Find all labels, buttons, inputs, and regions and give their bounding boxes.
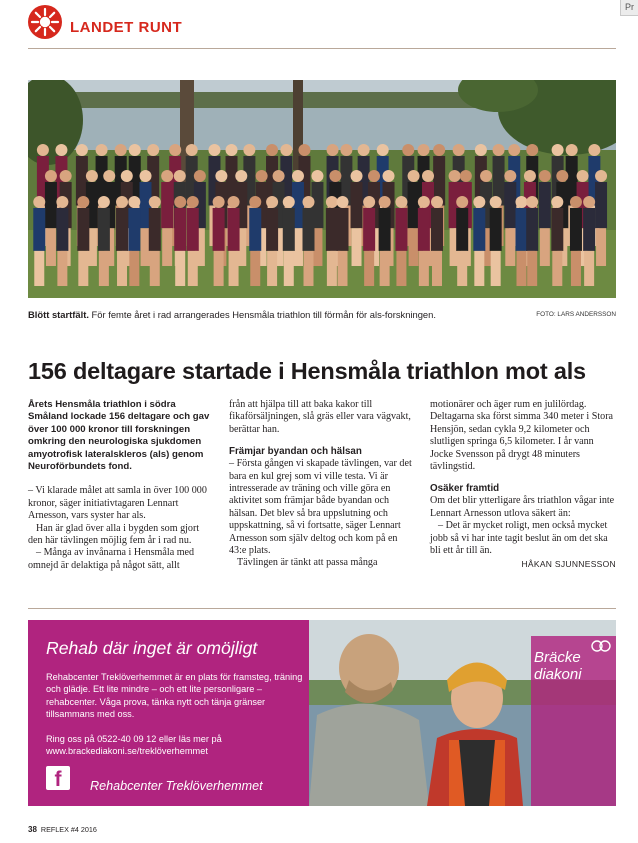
- paragraph: – Vi klarade målet att samla in över 100 000 kronor, säger initiativtagaren Lennart Arnesson, vars syster har als.: [28, 485, 207, 522]
- bracke-diakoni-logo: [534, 649, 614, 683]
- paragraph: Han är glad över alla i bygden som gjort den här tävlingen möjlig fem år i rad nu.: [28, 522, 200, 547]
- article-column-3: [430, 399, 616, 571]
- paragraph: – Många av invånarna i Hensmåla med omnejd är delaktiga på något sätt, allt: [28, 547, 195, 571]
- article-headline: 156 deltagare startade i Hensmåla triathlon mot als: [28, 358, 586, 384]
- ad-website-link[interactable]: www.brackediakoni.se/treklöverhemmet: [46, 746, 208, 757]
- paragraph: motionärer och äger rum en julilördag. Deltagarna ska först simma 340 meter i Stora Hensjön, sedan cykla 9,2 kilometer och slutligen springa 6,5 kilometer. I år vann Jocke Svensson på drygt 48 minuters tävlingstid.: [430, 399, 614, 473]
- photo-caption: [28, 309, 498, 320]
- brand-line-1: Bräcke: [534, 649, 581, 666]
- bottom-divider: [28, 608, 616, 609]
- facebook-icon[interactable]: f: [46, 766, 70, 790]
- caption-bold-lead: Blött startfält.: [28, 309, 89, 320]
- paragraph: Tävlingen är tänkt att passa många: [237, 557, 378, 569]
- landet-runt-logo: [28, 5, 62, 39]
- ad-phone-line: Ring oss på 0522-40 09 12 eller läs mer på: [46, 734, 222, 744]
- byline: HÅKAN SJUNNESSON: [521, 559, 616, 570]
- article-lead: Årets Hensmåla triathlon i södra Småland lockade 156 deltagare och gav över 100 000 kronor till forskningen omkring den neurologiska sjukdomen amyotrofisk lateralskleros (als) genom Neuroförbundets fond.: [28, 399, 210, 473]
- publication-info: REFLEX #4 2016: [40, 825, 97, 834]
- page-footer: [28, 825, 97, 834]
- article-column-1: [28, 399, 214, 572]
- paragraph: från att hjälpa till att baka kakor till fikaförsäljningen, slå gräs eller vara vägvakt, berättar han.: [229, 399, 411, 435]
- article-column-2: [229, 399, 415, 570]
- photo-credit: FOTO: LARS ANDERSSON: [536, 311, 616, 318]
- top-divider: [28, 48, 616, 49]
- brand-line-2: diakoni: [534, 666, 582, 683]
- ad-contact: [46, 733, 304, 758]
- paragraph: Om det blir ytterligare års triathlon vågar inte Lennart Arnesson utlova säkert än:: [430, 495, 615, 519]
- rehab-advertisement[interactable]: [28, 620, 616, 806]
- triathlon-group-photo: [28, 80, 616, 298]
- caption-text: För femte året i rad arrangerades Hensmåla triathlon till förmån för als-forskningen.: [88, 309, 436, 320]
- ad-headline: Rehab där inget är omöjligt: [46, 638, 258, 658]
- ad-facebook-name: Rehabcenter Treklöverhemmet: [90, 779, 263, 793]
- paragraph: – Första gången vi skapade tävlingen, var det bara en kul grej som vi ville testa. Vi är intresserade av träning och ville göra en aktivitet som främjar både byandan och hälsan. Det blev så bra uppslutning och uppskattning, så vi fortsatte, säger Lennart Arnesson som själv deltog och kom på en 43:e plats.: [229, 458, 412, 557]
- corner-tab[interactable]: Pr: [620, 0, 638, 16]
- section-title: LANDET RUNT: [70, 19, 183, 36]
- page-number: 38: [28, 825, 37, 834]
- subheading: Osäker framtid: [430, 483, 500, 495]
- paragraph: – Det är mycket roligt, men också mycket jobb så vi har inte tagit beslut än om det ska bli ett år till än.: [430, 520, 608, 557]
- ad-body-text: Rehabcenter Treklöverhemmet är en plats för framsteg, träning och glädje. Ett lite mindre – och ett lite personligare – rehabcenter. Våga prova, tänka nytt och tänja gränser tillsammans med oss.: [46, 672, 303, 720]
- subheading: Främjar byandan och hälsan: [229, 446, 362, 458]
